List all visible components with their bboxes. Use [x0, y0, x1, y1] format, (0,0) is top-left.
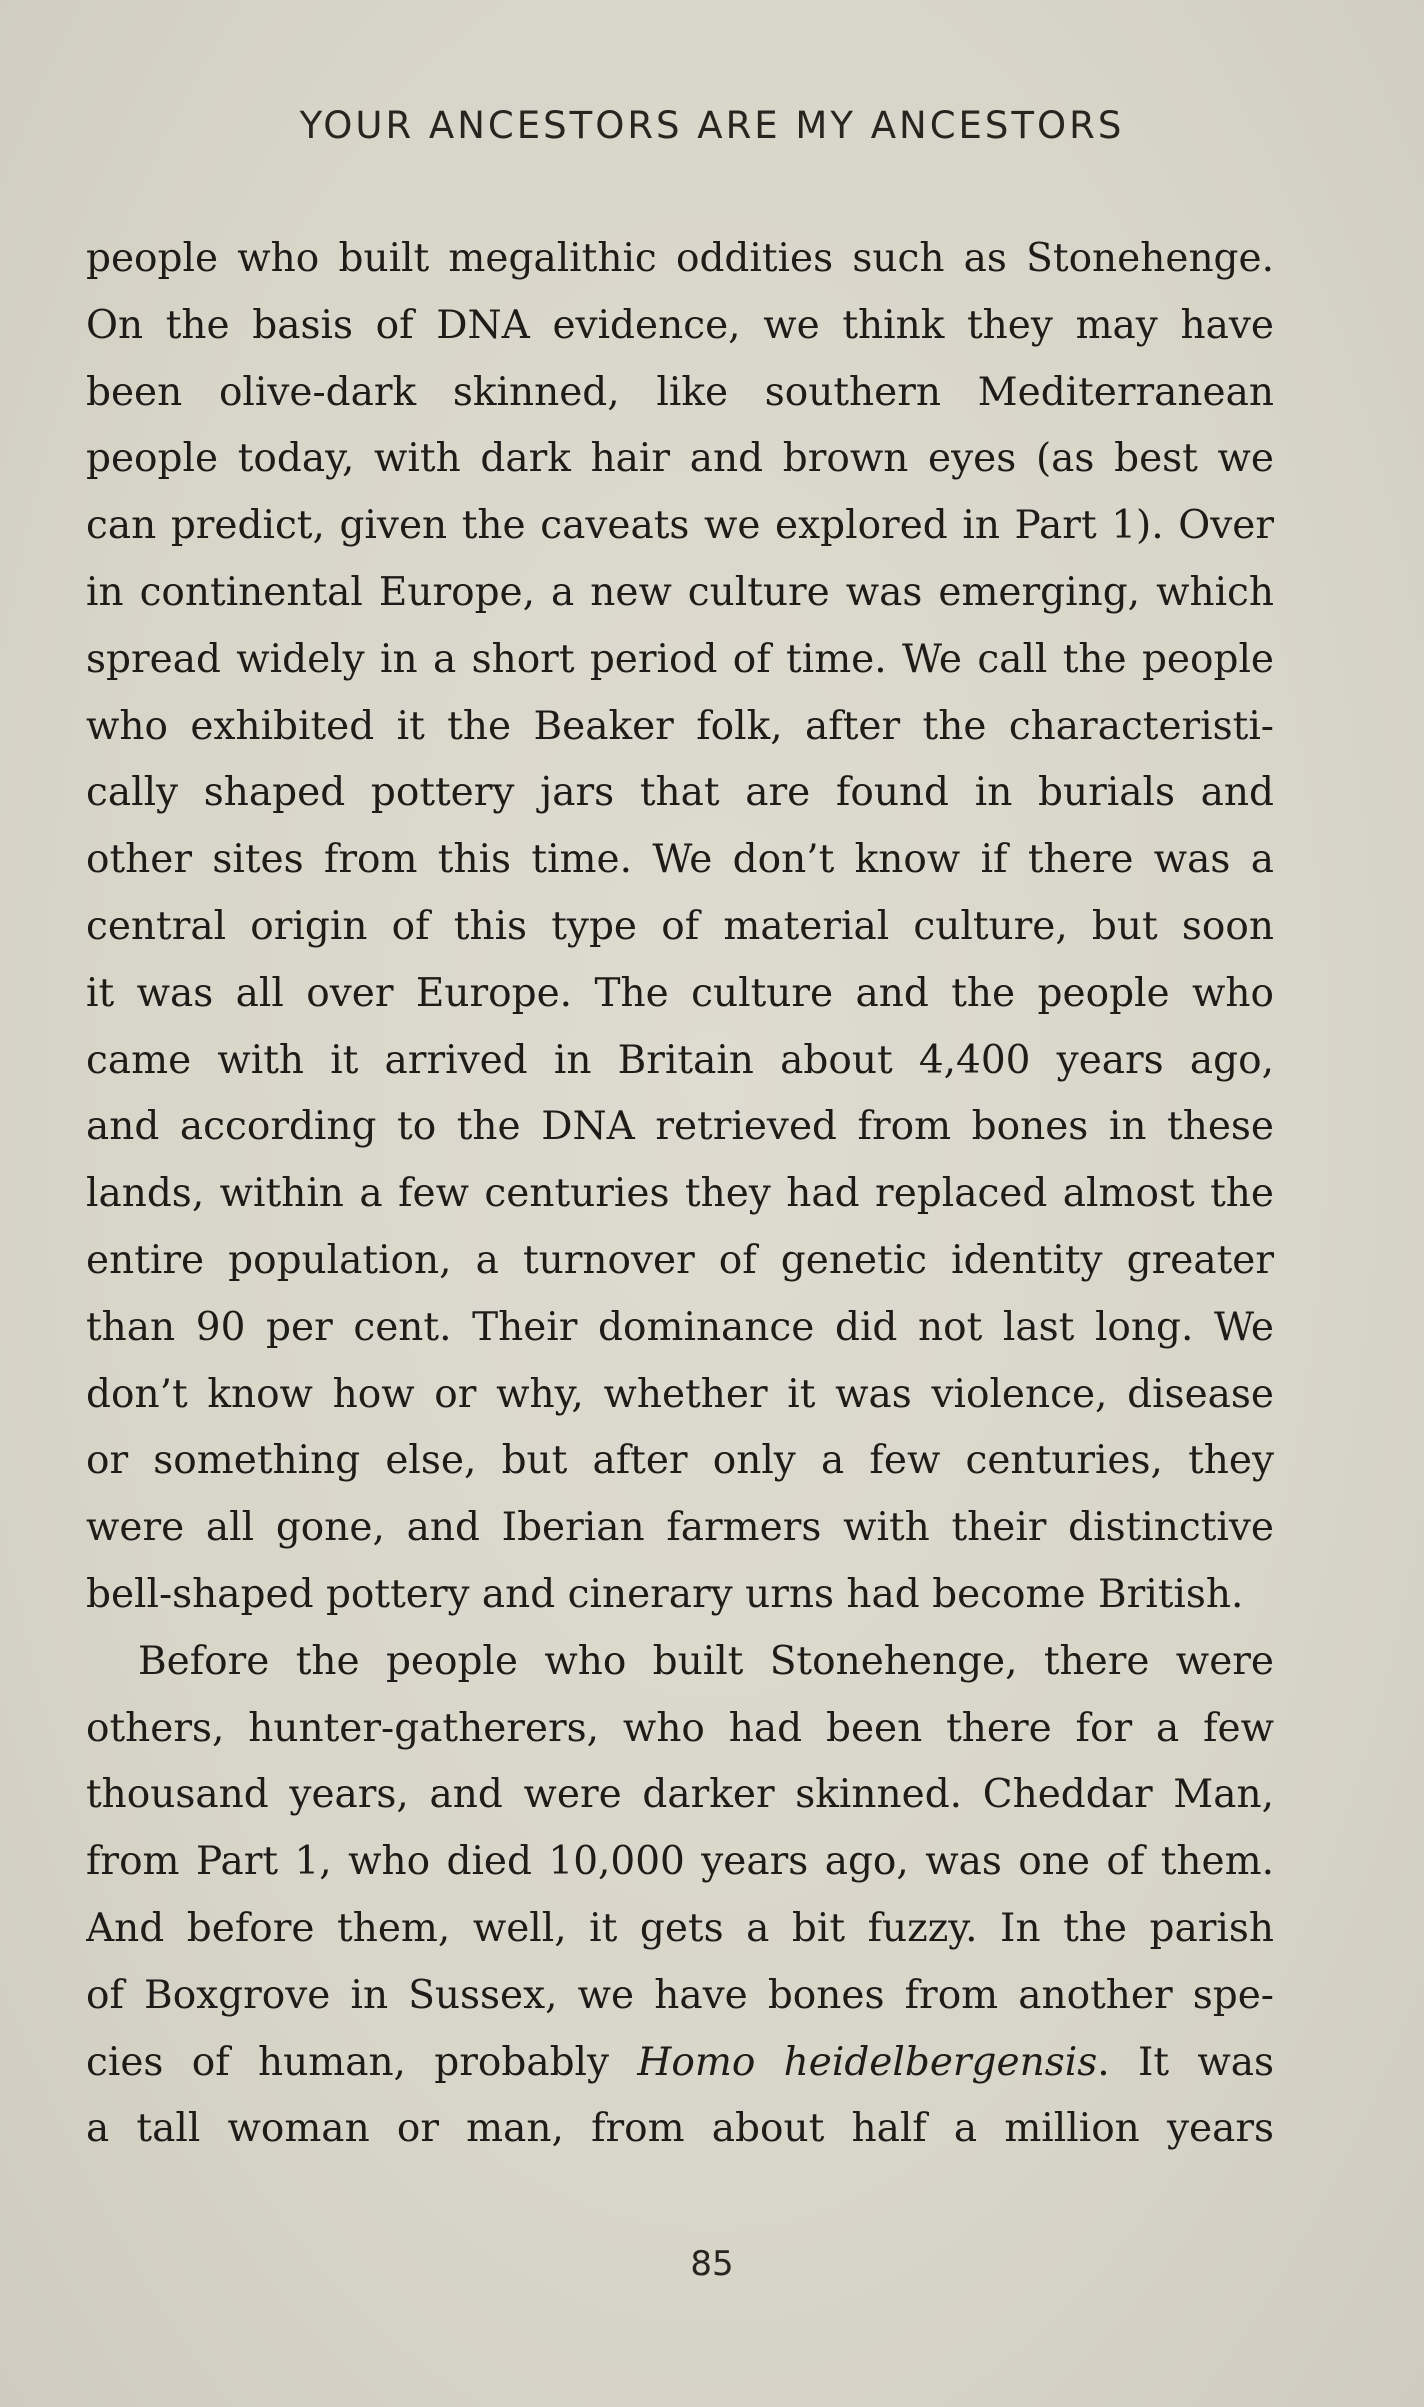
text-line: On the basis of DNA evidence, we think they may have	[86, 302, 1274, 348]
text-line: And before them, well, it gets a bit fuzzy. In the parish	[86, 1905, 1274, 1951]
text-line: it was all over Europe. The culture and the people who	[86, 970, 1274, 1016]
body-text	[86, 226, 1274, 2163]
text-line: came with it arrived in Britain about 4,400 years ago,	[86, 1037, 1274, 1083]
text-line: been olive-dark skinned, like southern Mediterranean	[86, 369, 1274, 415]
species-name-italic: Homo heidelbergensis	[637, 2039, 1098, 2085]
page-number: 85	[690, 2244, 734, 2284]
text-line: entire population, a turnover of genetic identity greater	[86, 1237, 1274, 1283]
text-line: people today, with dark hair and brown eyes (as best we	[86, 436, 1274, 482]
text-line: and according to the DNA retrieved from bones in these	[86, 1104, 1274, 1150]
text-line: others, hunter-gatherers, who had been there for a few	[86, 1705, 1274, 1751]
text-segment: . It was	[1097, 2039, 1274, 2085]
text-line: central origin of this type of material culture, but soon	[86, 903, 1274, 949]
text-line: Before the people who built Stonehenge, there were	[138, 1638, 1274, 1684]
text-line: of Boxgrove in Sussex, we have bones from another spe-	[86, 1972, 1274, 2018]
paragraph-1	[86, 226, 1274, 1629]
text-line: or something else, but after only a few centuries, they	[86, 1438, 1274, 1484]
text-line: other sites from this time. We don’t know if there was a	[86, 837, 1274, 883]
text-line: from Part 1, who died 10,000 years ago, was one of them.	[86, 1839, 1274, 1885]
text-line: thousand years, and were darker skinned. Cheddar Man,	[86, 1772, 1274, 1818]
text-line: were all gone, and Iberian farmers with their distinctive	[86, 1505, 1274, 1551]
text-line: lands, within a few centuries they had replaced almost the	[86, 1171, 1274, 1217]
text-line: than 90 per cent. Their dominance did not last long. We	[86, 1304, 1274, 1350]
paragraph-2	[86, 1629, 1274, 2163]
text-line: in continental Europe, a new culture was emerging, which	[86, 569, 1274, 615]
running-head: YOUR ANCESTORS ARE MY ANCESTORS	[299, 104, 1125, 147]
text-line: people who built megalithic oddities such as Stonehenge.	[86, 236, 1274, 281]
text-line: cally shaped pottery jars that are found in burials and	[86, 770, 1274, 816]
text-line: don’t know how or why, whether it was violence, disease	[86, 1371, 1274, 1417]
text-line: bell-shaped pottery and cinerary urns had become British.	[86, 1571, 1244, 1617]
text-line: can predict, given the caveats we explored in Part 1). Over	[86, 503, 1274, 549]
text-line	[86, 2030, 1274, 2097]
text-line: spread widely in a short period of time. We call the people	[86, 636, 1274, 682]
text-line: who exhibited it the Beaker folk, after the characteristi-	[86, 703, 1274, 749]
text-segment: cies of human, probably	[86, 2039, 610, 2085]
text-line: a tall woman or man, from about half a million years	[86, 2106, 1274, 2152]
